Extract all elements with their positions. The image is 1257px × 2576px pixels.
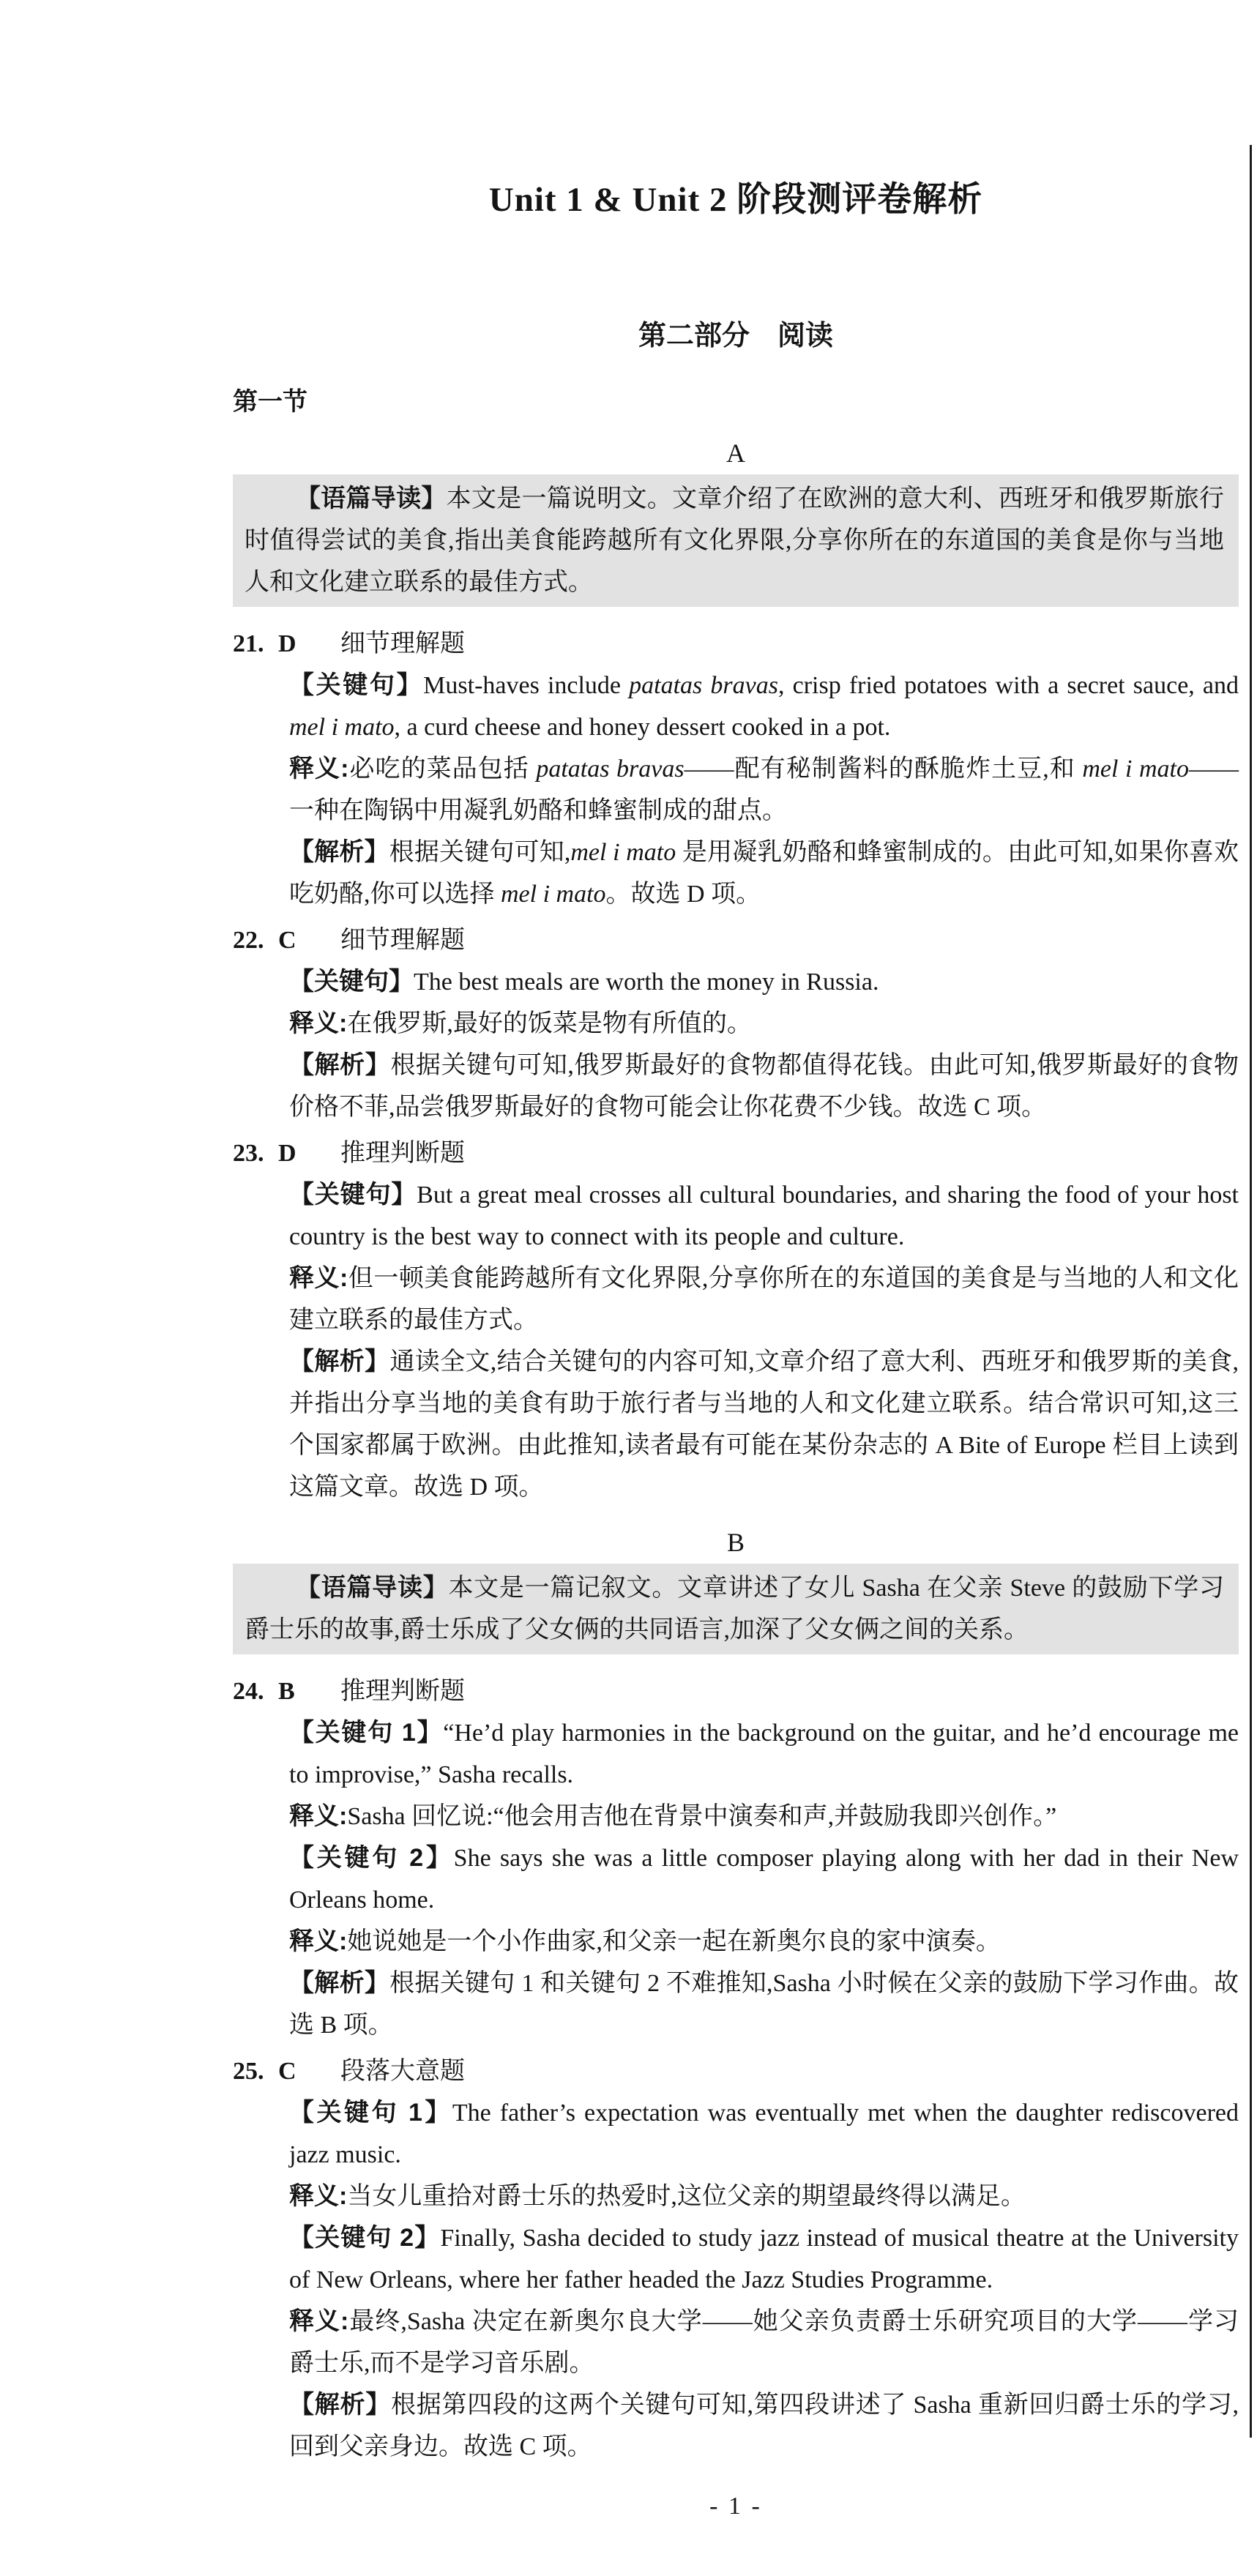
question-item — [233, 1132, 1239, 1508]
text-segment: 是用凝乳奶酪和蜂蜜制成的。由此可知,如果你喜欢吃奶酪,你可以选择 — [289, 839, 1239, 908]
paragraph-label: 【关键句】 — [289, 968, 414, 996]
analysis-paragraph — [289, 1258, 1239, 1341]
text-segment: mel i mato — [1082, 755, 1189, 783]
text-segment: patatas bravas — [629, 672, 778, 699]
paragraph-label: 【关键句】 — [289, 671, 424, 699]
question-number: 21. — [233, 630, 264, 657]
question-header — [233, 1132, 1239, 1174]
question-type: 细节理解题 — [340, 630, 465, 657]
paragraph-label: 【关键句 1】 — [289, 1719, 444, 1747]
passage-label: A — [726, 438, 745, 468]
text-segment: ——配有秘制酱料的酥脆炸土豆,和 — [684, 755, 1083, 783]
question-header — [233, 919, 1239, 961]
text-segment: 根据第四段的这两个关键句可知,第四段讲述了 Sasha 重新回归爵士乐的学习,回到父亲身边。故选 C 项。 — [289, 2392, 1239, 2460]
paragraph-label: 释义: — [289, 1264, 348, 1292]
paragraph-label: 释义: — [289, 1927, 348, 1955]
page-title-english: Unit 1 & Unit 2 — [488, 181, 737, 219]
analysis-paragraph — [289, 1921, 1239, 1963]
text-segment: 。故选 D 项。 — [605, 881, 761, 908]
text-segment: She says she was a little composer playing along with her dad in their New Orleans home. — [289, 1845, 1239, 1914]
content-column — [233, 0, 1239, 2527]
paragraph-label: 释义: — [289, 1802, 348, 1830]
text-segment: 根据关键句可知, — [389, 839, 571, 866]
question-item — [233, 623, 1239, 915]
question-number: 23. — [233, 1140, 264, 1167]
answer-letter: C — [278, 2058, 296, 2085]
page-title — [233, 0, 1239, 221]
paragraph-label: 释义: — [289, 2307, 349, 2335]
paragraph-label: 【关键句 1】 — [289, 2099, 452, 2127]
paragraph-label: 释义: — [289, 1009, 348, 1037]
question-number: 25. — [233, 2058, 264, 2085]
text-segment: 根据关键句可知,俄罗斯最好的食物都值得花钱。由此可知,俄罗斯最好的食物价格不菲,品尝俄罗斯最好的食物可能会让你花费不少钱。故选 C 项。 — [289, 1052, 1239, 1121]
text-segment: The best meals are worth the money in Russia. — [414, 968, 879, 996]
intro-text: 本文是一篇记叙文。文章讲述了女儿 Sasha 在父亲 Steve 的鼓励下学习爵士乐的故事,爵士乐成了父女俩的共同语言,加深了父女俩之间的关系。 — [245, 1575, 1224, 1643]
text-segment: , a curd cheese and honey dessert cooked in a pot. — [394, 714, 891, 741]
page-title-chinese: 阶段测评卷解析 — [736, 179, 983, 218]
question-item — [233, 2050, 1239, 2468]
text-segment: 她说她是一个小作曲家,和父亲一起在新奥尔良的家中演奏。 — [347, 1928, 1001, 1955]
passage-section — [233, 419, 1239, 1508]
analysis-paragraph — [289, 1796, 1239, 1837]
analysis-paragraph — [289, 2217, 1239, 2301]
page-number: - 1 - — [709, 2493, 762, 2520]
passages-container — [233, 419, 1239, 2468]
question-item — [233, 1670, 1239, 2046]
analysis-paragraph — [289, 832, 1239, 915]
passage-label: B — [726, 1528, 745, 1557]
passage-intro-paragraph — [245, 1567, 1224, 1651]
intro-label: 【语篇导读】 — [296, 485, 447, 512]
paragraph-label: 【关键句】 — [289, 1181, 417, 1209]
answer-letter: B — [278, 1678, 295, 1705]
text-segment: Sasha 回忆说:“他会用吉他在背景中演奏和声,并鼓励我即兴创作。” — [347, 1803, 1057, 1830]
paragraph-label: 【解析】 — [289, 1348, 390, 1375]
paragraph-label: 【关键句 2】 — [289, 2224, 441, 2252]
passage-intro-box — [233, 474, 1239, 607]
analysis-paragraph — [289, 2092, 1239, 2176]
analysis-paragraph — [289, 2176, 1239, 2217]
text-segment: 在俄罗斯,最好的饭菜是物有所值的。 — [347, 1010, 752, 1037]
text-segment: patatas bravas — [536, 755, 685, 783]
text-segment: But a great meal crosses all cultural boundaries, and sharing the food of your host country is the best way to connect with its people and culture. — [289, 1181, 1239, 1250]
text-segment: mel i mato — [501, 881, 606, 908]
paragraph-label: 释义: — [289, 755, 349, 783]
text-segment: mel i mato — [570, 839, 676, 866]
analysis-paragraph — [289, 2301, 1239, 2384]
paragraph-label: 【关键句 2】 — [289, 1844, 454, 1872]
analysis-paragraph — [289, 1045, 1239, 1128]
page-edge-line — [1250, 145, 1252, 2438]
analysis-paragraph — [289, 1003, 1239, 1045]
question-type: 段落大意题 — [340, 2058, 465, 2085]
paragraph-label: 【解析】 — [289, 2391, 391, 2419]
analysis-paragraph — [289, 1341, 1239, 1508]
text-segment: “He’d play harmonies in the background on the guitar, and he’d encourage me to improvise,” Sasha recalls. — [289, 1720, 1239, 1788]
text-segment: 通读全文,结合关键句的内容可知,文章介绍了意大利、西班牙和俄罗斯的美食,并指出分享当地的美食有助于旅行者与当地的人和文化建立联系。结合常识可知,这三个国家都属于欧洲。由此推知,读者最有可能在某份杂志的 A Bite of Europe 栏目上读到这篇文章。故选 D 项。 — [289, 1348, 1239, 1501]
text-segment: mel i mato — [289, 714, 395, 741]
paragraph-label: 释义: — [289, 2182, 348, 2210]
analysis-paragraph — [289, 1174, 1239, 1258]
section-heading: 第一节 — [233, 388, 307, 416]
question-type: 细节理解题 — [340, 927, 465, 954]
text-segment: ——一种在陶锅中用凝乳奶酪和蜂蜜制成的甜点。 — [289, 755, 1239, 824]
question-item — [233, 919, 1239, 1128]
paragraph-label: 【解析】 — [289, 838, 389, 866]
passage-intro-box — [233, 1564, 1239, 1654]
analysis-paragraph — [289, 1963, 1239, 2046]
question-type: 推理判断题 — [340, 1678, 465, 1705]
question-number: 24. — [233, 1678, 264, 1705]
text-segment: The father’s expectation was eventually met when the daughter rediscovered jazz music. — [289, 2099, 1239, 2168]
question-header — [233, 2050, 1239, 2092]
text-segment: Must-haves include — [423, 672, 630, 699]
answer-letter: C — [278, 927, 296, 954]
analysis-paragraph — [289, 748, 1239, 832]
question-header — [233, 1670, 1239, 1712]
analysis-paragraph — [289, 2384, 1239, 2468]
part-heading: 第二部分 阅读 — [638, 321, 833, 351]
analysis-paragraph — [289, 665, 1239, 748]
paragraph-label: 【解析】 — [289, 1969, 390, 1997]
intro-text: 本文是一篇说明文。文章介绍了在欧洲的意大利、西班牙和俄罗斯旅行时值得尝试的美食,指出美食能跨越所有文化界限,分享你所在的东道国的美食是你与当地人和文化建立联系的最佳方式。 — [245, 485, 1225, 596]
passage-intro-paragraph — [245, 478, 1224, 603]
answer-letter: D — [278, 630, 296, 657]
analysis-paragraph — [289, 1712, 1239, 1796]
answer-letter: D — [278, 1140, 296, 1167]
text-segment: 最终,Sasha 决定在新奥尔良大学——她父亲负责爵士乐研究项目的大学——学习爵士乐,而不是学习音乐剧。 — [289, 2308, 1239, 2377]
text-segment: 当女儿重拾对爵士乐的热爱时,这位父亲的期望最终得以满足。 — [347, 2183, 1026, 2210]
text-segment: , crisp fried potatoes with a secret sauce, and — [777, 672, 1239, 699]
analysis-paragraph — [289, 1837, 1239, 1921]
question-number: 22. — [233, 927, 264, 954]
question-type: 推理判断题 — [340, 1140, 465, 1167]
analysis-paragraph — [289, 961, 1239, 1003]
text-segment: 根据关键句 1 和关键句 2 不难推知,Sasha 小时候在父亲的鼓励下学习作曲。故选 B 项。 — [289, 1970, 1239, 2039]
text-segment: Finally, Sasha decided to study jazz instead of musical theatre at the University of New Orleans, where her father headed the Jazz Studies Programme. — [289, 2225, 1239, 2293]
question-header — [233, 623, 1239, 665]
intro-label: 【语篇导读】 — [296, 1574, 449, 1602]
text-segment: 必吃的菜品包括 — [348, 755, 537, 783]
passage-section — [233, 1508, 1239, 2468]
paragraph-label: 【解析】 — [289, 1051, 391, 1079]
text-segment: 但一顿美食能跨越所有文化界限,分享你所在的东道国的美食是与当地的人和文化建立联系的最佳方式。 — [289, 1265, 1239, 1334]
